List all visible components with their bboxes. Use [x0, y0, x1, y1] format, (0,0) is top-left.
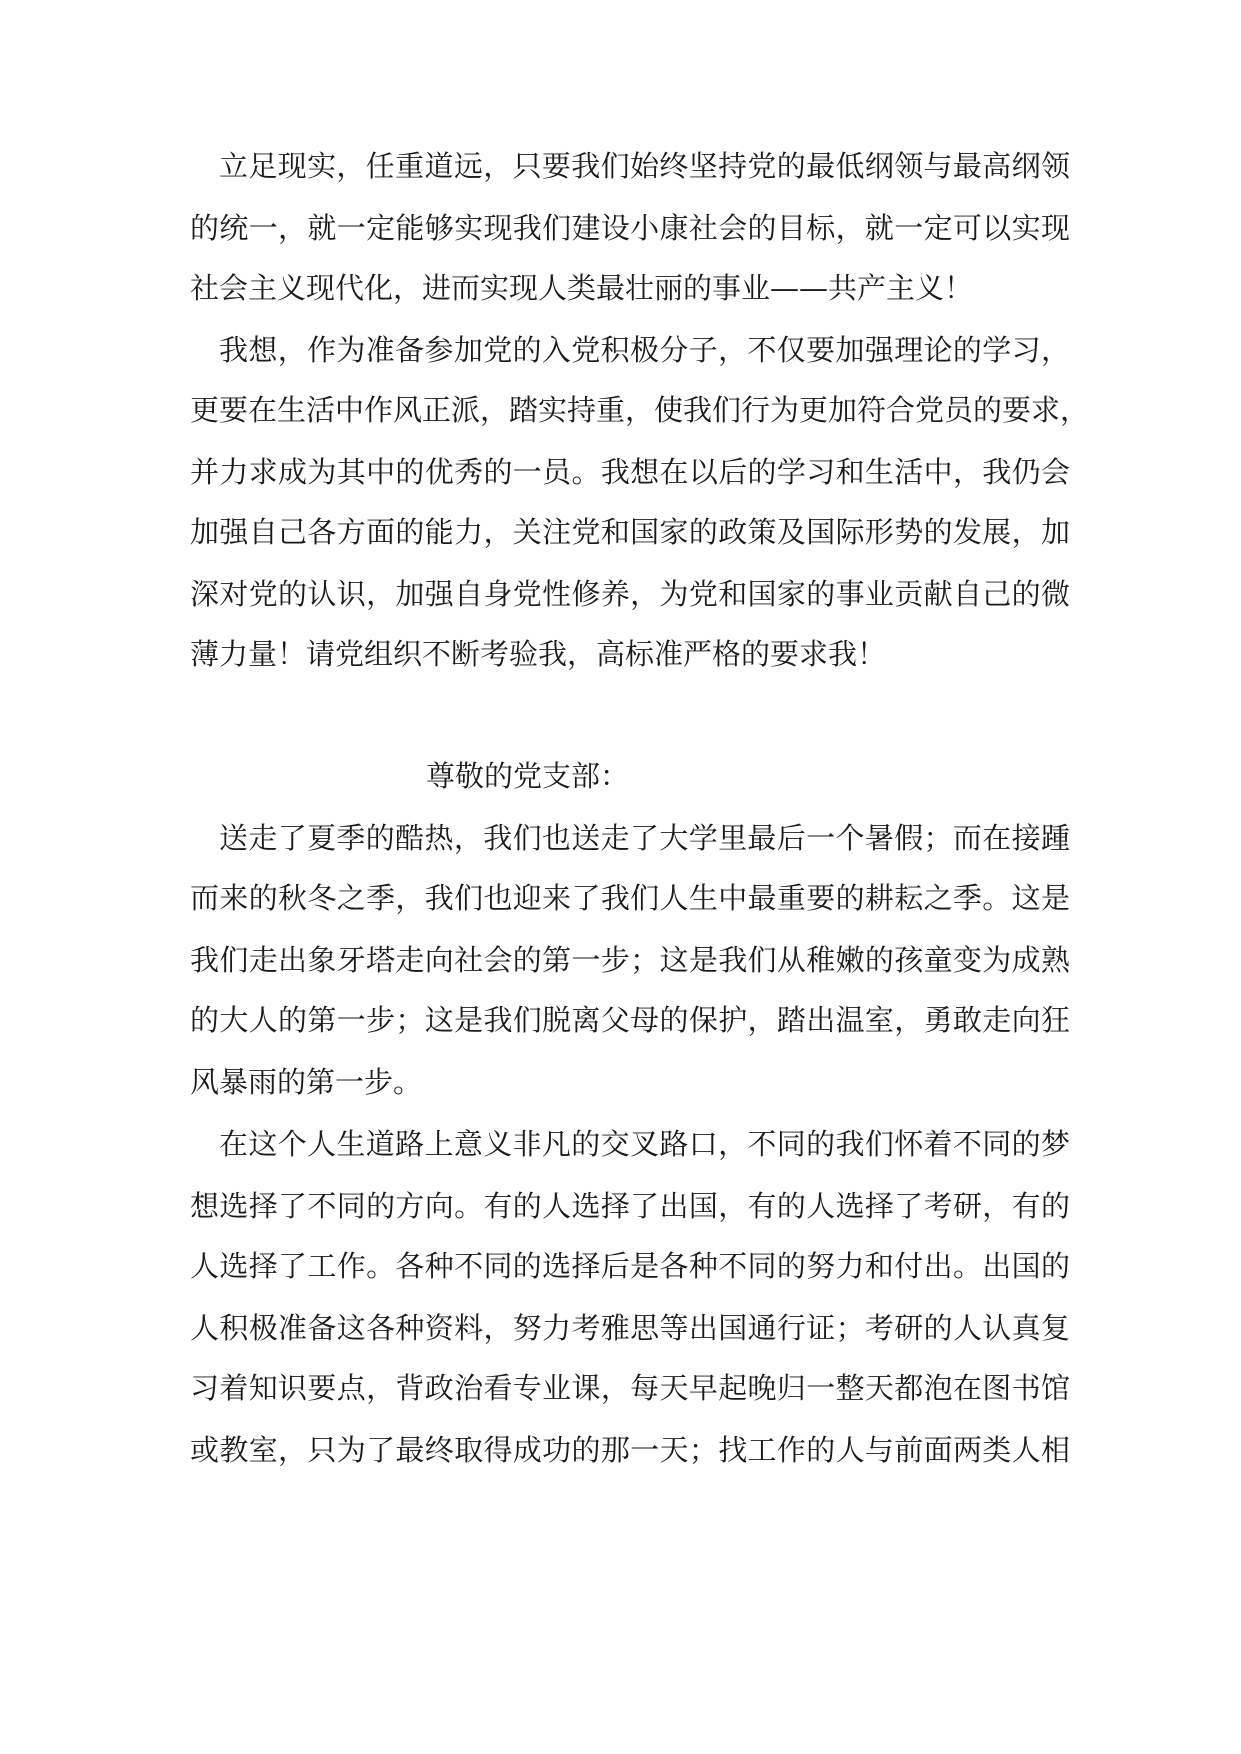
paragraph-4-line-3: 人选择了工作。各种不同的选择后是各种不同的努力和付出。出国的: [190, 1249, 1070, 1283]
paragraph-2-line-4: 加强自己各方面的能力，关注党和国家的政策及国际形势的发展，加: [190, 515, 1070, 549]
paragraph-4-line-5: 习着知识要点，背政治看专业课，每天早起晚归一整天都泡在图书馆: [190, 1371, 1070, 1405]
paragraph-2-line-3: 并力求成为其中的优秀的一员。我想在以后的学习和生活中，我仍会: [190, 455, 1070, 489]
paragraph-1-line-2: 的统一，就一定能够实现我们建设小康社会的目标，就一定可以实现: [190, 211, 1070, 245]
paragraph-4-line-4: 人积极准备这各种资料，努力考雅思等出国通行证；考研的人认真复: [190, 1311, 1070, 1345]
paragraph-4-line-1: 在这个人生道路上意义非凡的交叉路口，不同的我们怀着不同的梦: [219, 1127, 1070, 1161]
paragraph-3-line-1: 送走了夏季的酷热，我们也送走了大学里最后一个暑假；而在接踵: [219, 821, 1070, 855]
paragraph-3-line-4: 的大人的第一步；这是我们脱离父母的保护，踏出温室，勇敢走向狂: [190, 1003, 1070, 1037]
paragraph-3-line-3: 我们走出象牙塔走向社会的第一步；这是我们从稚嫩的孩童变为成熟: [190, 943, 1070, 977]
paragraph-2-line-6: 薄力量！请党组织不断考验我，高标准严格的要求我！: [190, 637, 887, 671]
paragraph-1-line-3: 社会主义现代化，进而实现人类最壮丽的事业——共产主义！: [190, 271, 974, 305]
paragraph-1-line-1: 立足现实，任重道远，只要我们始终坚持党的最低纲领与最高纲领: [219, 149, 1070, 183]
paragraph-3-line-5: 风暴雨的第一步。: [190, 1065, 423, 1099]
paragraph-4-line-2: 想选择了不同的方向。有的人选择了出国，有的人选择了考研，有的: [190, 1189, 1070, 1223]
paragraph-2-line-5: 深对党的认识，加强自身党性修养，为党和国家的事业贡献自己的微: [190, 577, 1070, 611]
paragraph-3-line-2: 而来的秋冬之季，我们也迎来了我们人生中最重要的耕耘之季。这是: [190, 881, 1070, 915]
paragraph-2-line-1: 我想，作为准备参加党的入党积极分子，不仅要加强理论的学习，: [219, 333, 1070, 367]
paragraph-4-line-6: 或教室，只为了最终取得成功的那一天；找工作的人与前面两类人相: [190, 1433, 1070, 1467]
salutation: 尊敬的党支部：: [426, 759, 630, 793]
paragraph-2-line-2: 更要在生活中作风正派，踏实持重，使我们行为更加符合党员的要求，: [190, 393, 1090, 427]
